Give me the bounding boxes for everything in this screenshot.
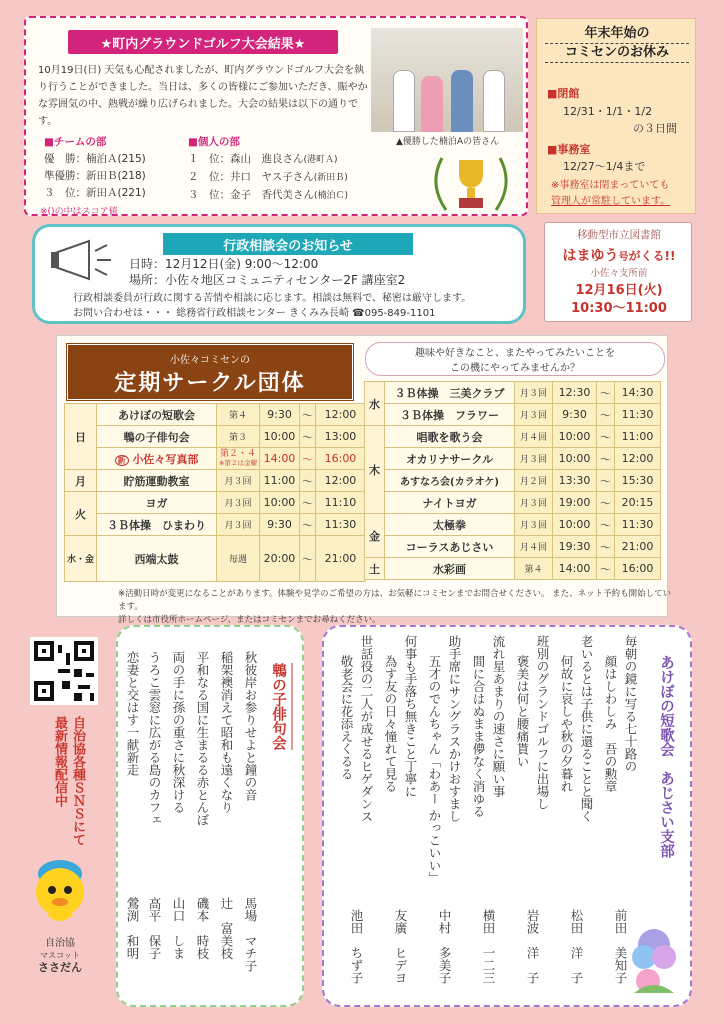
tanka-author: 友廣 ヒデヨ <box>393 909 408 984</box>
end-time: 11:00 <box>615 426 661 448</box>
footnote-line: 詳しくは市役所ホームページ、またはコミセンまでお尋ねください。 <box>118 615 381 625</box>
frequency: 月４回 <box>515 536 553 558</box>
haiku-section <box>116 625 304 1007</box>
library-date: 12月16日(火) <box>575 283 663 298</box>
mascot-label <box>20 938 100 974</box>
team-score: (215) <box>117 153 146 165</box>
bus-coming: がくる!! <box>628 249 676 263</box>
group-name: ３Ｂ体操 三美クラブ <box>385 382 515 404</box>
tanka-poem-line1: 流れ星あまりの速さに願い事 <box>491 635 506 798</box>
tanka-poem-line2: 褒美は何と腰痛貰い <box>515 655 530 768</box>
rank-label: １ 位： <box>188 153 230 165</box>
end-time: 12:00 <box>315 470 365 492</box>
start-time: 19:30 <box>553 536 597 558</box>
group-name: ナイトヨガ <box>385 492 515 514</box>
library-place: 小佐々支所前 <box>590 268 648 279</box>
time-sep: ～ <box>299 404 315 426</box>
time-sep: ～ <box>597 404 615 426</box>
haiku-poem: 平和なる国に生まるる赤とんぼ <box>195 651 210 826</box>
tanka-poem-line1: 何事も手落ち無きこと丁寧に <box>403 635 418 798</box>
library-time: 10:30～11:00 <box>571 301 667 316</box>
table-row <box>65 492 366 514</box>
tanka-author: 池田 ちず子 <box>349 909 364 984</box>
bus-name: はまゆう <box>562 248 619 264</box>
consultation-notice <box>32 224 526 324</box>
player-team: (新田Ｂ) <box>313 173 348 183</box>
hydrangea-icon <box>624 927 684 997</box>
tanka-poem-line2: 敬老会に花添えくるる <box>339 655 354 780</box>
time-sep: ～ <box>299 448 315 470</box>
rank-label: 準優勝： <box>44 170 86 182</box>
table-row <box>365 426 661 448</box>
group-name <box>97 448 217 470</box>
time-sep: ～ <box>597 558 615 580</box>
time-sep: ～ <box>299 426 315 448</box>
qr-code[interactable] <box>30 637 98 705</box>
time-sep: ～ <box>597 470 615 492</box>
end-time: 11:30 <box>615 404 661 426</box>
player-name: 井口 ヤス子さん <box>230 171 314 183</box>
individual-result-row <box>188 187 348 205</box>
frequency: 月３回 <box>515 448 553 470</box>
time-sep: ～ <box>597 426 615 448</box>
frequency: 月３回 <box>515 382 553 404</box>
table-row <box>365 536 661 558</box>
group-name: あすなろ会(カラオケ) <box>385 470 515 492</box>
table-row <box>365 448 661 470</box>
tanka-poem-line2: 何故に哀しや秋の夕暮れ <box>559 655 574 793</box>
frequency: 月３回 <box>217 514 260 536</box>
photo-caption: ▲優勝した楠泊Aの皆さん <box>396 137 500 147</box>
tanka-author: 松田 洋 子 <box>569 909 584 984</box>
megaphone-icon <box>49 237 115 283</box>
tanka-author: 前田 美知子 <box>613 909 628 984</box>
mobile-library-notice <box>544 222 692 322</box>
circle-subtitle: 小佐々コミセンの <box>170 355 250 366</box>
table-row <box>65 404 366 426</box>
haiku-author: 辻 富美枝 <box>219 897 234 960</box>
consult-title: 行政相談会のお知らせ <box>163 233 413 255</box>
rank-label: ２ 位： <box>188 171 230 183</box>
table-row <box>65 470 366 492</box>
frequency: 月３回 <box>515 404 553 426</box>
tanka-poem-line1: 班別のグランドゴルフに出場し <box>535 635 550 810</box>
tanka-poem-line2: 五才のでんちゃん「わあー かっこいい」 <box>427 655 442 884</box>
time-sep: ～ <box>597 536 615 558</box>
tanka-author: 岩波 洋 子 <box>525 909 540 984</box>
player-name: 森山 進良さん <box>230 153 304 165</box>
individual-results <box>188 134 348 205</box>
team-results-heading: ■チームの部 <box>44 136 107 148</box>
invitation-bubble <box>365 342 665 376</box>
closed-heading: ■閉館 <box>547 87 580 100</box>
consult-date: 日時：12月12日(金) 9:00～12:00 <box>129 257 319 271</box>
table-row <box>65 448 366 470</box>
table-row <box>365 558 661 580</box>
tanka-poem-line1: 助手席にサングラスかけおすまし <box>447 635 462 823</box>
player-team: (楠泊Ｃ) <box>314 191 349 201</box>
start-time: 14:00 <box>553 558 597 580</box>
golf-result-section <box>24 16 528 216</box>
frequency: 月３回 <box>217 470 260 492</box>
tanka-poem-line2: 顔はしわしみ 吾の勲章 <box>603 655 618 793</box>
end-time: 11:30 <box>615 514 661 536</box>
frequency: 月３回 <box>515 492 553 514</box>
individual-result-row <box>188 151 348 169</box>
bubble-line: 趣味や好きなこと、またやってみたいことを <box>415 348 615 359</box>
bubble-line: この機にやってみませんか？ <box>450 363 580 374</box>
circle-header <box>65 342 355 402</box>
group-name: 貯筋運動教室 <box>97 470 217 492</box>
day-cell: 火 <box>65 492 97 536</box>
frequency: 第４ <box>515 558 553 580</box>
sns-notice: 自治協各種ＳＮＳにて最新情報配信中 <box>52 716 85 846</box>
end-time: 16:00 <box>315 448 365 470</box>
frequency: 第４ <box>217 404 260 426</box>
team-name: 楠泊Ａ <box>86 153 118 165</box>
group-name: ヨガ <box>97 492 217 514</box>
holiday-notice <box>536 18 696 214</box>
trophy-icon <box>426 150 516 214</box>
circle-table-right <box>364 381 661 580</box>
winners-photo <box>371 28 523 132</box>
consult-place: 場所：小佐々地区コミュニティセンター2F 講座室2 <box>129 273 406 287</box>
office-heading: ■事務室 <box>547 143 591 156</box>
frequency: 月４回 <box>515 426 553 448</box>
start-time: 10:00 <box>259 426 299 448</box>
end-time: 13:00 <box>315 426 365 448</box>
group-name: オカリナサークル <box>385 448 515 470</box>
team-score: (218) <box>117 170 146 182</box>
haiku-poem: 両の手に孫の重さに秋深ける <box>171 651 186 814</box>
time-sep: ～ <box>597 382 615 404</box>
team-results <box>44 134 146 202</box>
group-name: あけぼの短歌会 <box>97 404 217 426</box>
haiku-author: 馬場 マチ子 <box>243 897 258 972</box>
start-time: 9:30 <box>259 404 299 426</box>
table-row <box>65 536 366 582</box>
tanka-section <box>322 625 692 1007</box>
group-name: 太極拳 <box>385 514 515 536</box>
tanka-title: あけぼの短歌会 あじさい支部 <box>658 655 674 858</box>
team-score: (221) <box>117 187 146 199</box>
frequency-note: ※第２は金曜 <box>219 458 257 467</box>
tanka-poem-line2: 間に合はぬまま儚なく消ゆる <box>471 655 486 818</box>
group-name: 鵯の子俳句会 <box>97 426 217 448</box>
start-time: 9:30 <box>553 404 597 426</box>
day-cell: 金 <box>365 514 385 558</box>
tanka-author: 横田 一二三 <box>481 909 496 984</box>
haiku-title: 鵯の子俳句会 <box>268 663 293 750</box>
haiku-author: 山口 しま <box>171 897 186 960</box>
frequency: 月３回 <box>515 514 553 536</box>
haiku-poem: 秋彼岸お参りせよと鐘の音 <box>243 651 258 801</box>
holiday-title-line: コミセンのお休み <box>545 44 689 63</box>
end-time: 11:30 <box>315 514 365 536</box>
player-name: 金子 香代美さん <box>230 189 314 201</box>
haiku-poem: 恋妻と交はす一献新走 <box>125 651 140 776</box>
day-cell: 日 <box>65 404 97 470</box>
group-name: 水彩画 <box>385 558 515 580</box>
frequency: 毎週 <box>217 536 260 582</box>
group-name: ３Ｂ体操 ひまわり <box>97 514 217 536</box>
bus-suffix: 号 <box>618 252 629 263</box>
tanka-poem-line1: 毎朝の鏡に写る七十路の <box>623 635 638 773</box>
qr-code-icon <box>30 637 98 705</box>
group-name: ３Ｂ体操 フラワー <box>385 404 515 426</box>
table-row <box>365 382 661 404</box>
team-result-row <box>44 185 146 202</box>
start-time: 10:00 <box>553 448 597 470</box>
office-note: ※事務室は閉まっていても <box>551 180 670 191</box>
office-note: 管理人が常駐しています。 <box>551 196 671 207</box>
closed-days: の３日間 <box>633 122 677 135</box>
end-time: 21:00 <box>315 536 365 582</box>
end-time: 12:00 <box>315 404 365 426</box>
table-row <box>365 404 661 426</box>
individual-results-heading: ■個人の部 <box>188 136 240 148</box>
end-time: 15:30 <box>615 470 661 492</box>
circle-table-left <box>64 403 366 582</box>
table-row <box>365 492 661 514</box>
tanka-poem-line2: 為す友の日々憧れて見る <box>383 655 398 793</box>
end-time: 20:15 <box>615 492 661 514</box>
rank-label: 優 勝： <box>44 153 86 165</box>
rank-label: ３ 位： <box>188 189 230 201</box>
holiday-title <box>545 25 689 63</box>
mascot-label-line: マスコット <box>40 951 80 960</box>
start-time: 10:00 <box>553 514 597 536</box>
start-time: 10:00 <box>259 492 299 514</box>
day-cell: 水 <box>365 382 385 426</box>
start-time: 11:00 <box>259 470 299 492</box>
time-sep: ～ <box>299 514 315 536</box>
day-cell: 土 <box>365 558 385 580</box>
day-cell: 木 <box>365 426 385 514</box>
golf-body: 10月19日(日) 天気も心配されましたが、町内グラウンドゴルフ大会を執り行うことができました。当日は、多くの皆様にご参加いただき、賑やかな雰囲気の中、熱戦が繰り広げられました。大会の結果は以下の通りです。 <box>38 65 368 127</box>
haiku-author: 高平 保子 <box>147 897 162 960</box>
consult-desc: 行政相談委員が行政に関する苦情や相談に応じます。相談は無料で、秘密は厳守します。 <box>73 293 472 304</box>
team-name: 新田Ｂ <box>86 170 118 182</box>
time-sep: ～ <box>299 492 315 514</box>
start-time: 9:30 <box>259 514 299 536</box>
end-time: 12:00 <box>615 448 661 470</box>
frequency: 月２回 <box>515 470 553 492</box>
day-cell: 水・金 <box>65 536 97 582</box>
group-name: コーラスあじさい <box>385 536 515 558</box>
start-time: 12:30 <box>553 382 597 404</box>
frequency-text: 第２・４ <box>219 448 256 459</box>
time-sep: ～ <box>299 536 315 582</box>
start-time: 20:00 <box>259 536 299 582</box>
mascot-image <box>26 852 96 932</box>
frequency: 第３ <box>217 426 260 448</box>
golf-title: ★町内グラウンドゴルフ大会結果★ <box>68 30 338 54</box>
group-name-text: 小佐々写真部 <box>132 452 199 466</box>
office-dates: 12/27～1/4まで <box>563 160 646 173</box>
start-time: 19:00 <box>553 492 597 514</box>
start-time: 10:00 <box>553 426 597 448</box>
start-time: 14:00 <box>259 448 299 470</box>
frequency <box>217 448 260 470</box>
end-time: 16:00 <box>615 558 661 580</box>
score-note: ※()の中はスコア値 <box>40 207 118 217</box>
haiku-author: 磯本 時枝 <box>195 897 210 960</box>
table-row <box>65 514 366 536</box>
table-row <box>365 470 661 492</box>
time-sep: ～ <box>597 448 615 470</box>
individual-result-row <box>188 169 348 187</box>
haiku-poem: 稲架襖消えて昭和も遠くなり <box>219 651 234 814</box>
circle-title: 定期サークル団体 <box>114 371 306 396</box>
library-label: 移動型市立図書館 <box>577 229 661 241</box>
end-time: 14:30 <box>615 382 661 404</box>
tanka-author: 中村 多美子 <box>437 909 452 984</box>
holiday-title-line: 年末年始の <box>545 25 689 44</box>
frequency: 月３回 <box>217 492 260 514</box>
start-time: 13:30 <box>553 470 597 492</box>
day-cell: 月 <box>65 470 97 492</box>
tanka-poem-line1: 世話役の二人が成せるヒゲダンス <box>359 635 374 823</box>
group-name: 西端太鼓 <box>97 536 217 582</box>
closed-dates: 12/31・1/1・1/2 <box>563 105 653 118</box>
team-name: 新田Ａ <box>86 187 118 199</box>
team-result-row <box>44 151 146 168</box>
end-time: 11:10 <box>315 492 365 514</box>
tanka-poem-line1: 老いるとは子供に還ることと聞く <box>579 635 594 823</box>
team-result-row <box>44 168 146 185</box>
haiku-poem: うろこ雲窓に広がる島のカフェ <box>147 651 162 826</box>
time-sep: ～ <box>597 492 615 514</box>
end-time: 21:00 <box>615 536 661 558</box>
circle-footnote <box>118 588 678 627</box>
player-team: (港町Ａ) <box>303 155 338 165</box>
library-bus-name <box>545 245 693 265</box>
haiku-author: 鶯渕 和明 <box>125 897 140 960</box>
group-name: 唱歌を歌う会 <box>385 426 515 448</box>
new-badge: 新 <box>115 455 129 466</box>
footnote-line: ※活動日時が変更になることがあります。体験や見学のご希望の方は、お気軽にコミセンまでお問合せください。 また、ネット予約も開始しています。 <box>118 589 672 612</box>
mascot-label-line: 自治協 <box>45 938 75 949</box>
rank-label: ３ 位： <box>44 187 86 199</box>
time-sep: ～ <box>299 470 315 492</box>
mascot-name: ささだん <box>38 961 82 974</box>
table-row <box>65 426 366 448</box>
time-sep: ～ <box>597 514 615 536</box>
consult-contact: お問い合わせは・・・ 総務省行政相談センター きくみみ長崎 ☎095-849-1101 <box>73 308 436 319</box>
table-row <box>365 514 661 536</box>
